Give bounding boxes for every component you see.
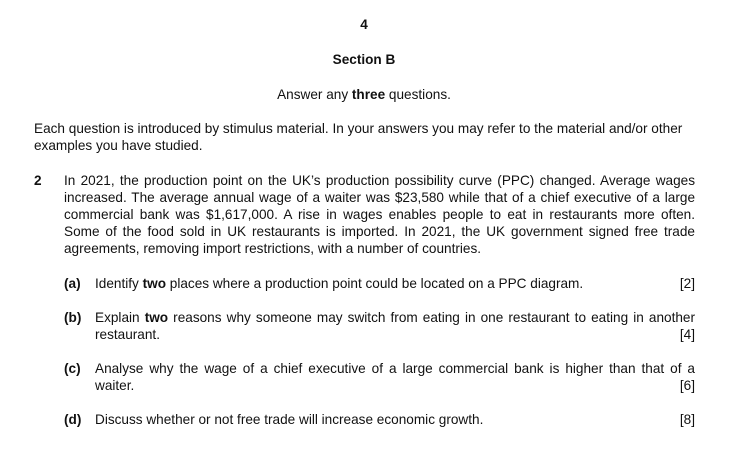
part-emphasis: two xyxy=(144,310,169,325)
marks-allocation: [6] xyxy=(679,378,695,393)
part-text xyxy=(95,411,695,428)
instruction-text-after: questions. xyxy=(385,87,451,102)
marks-allocation: [4] xyxy=(679,327,695,342)
question-part-a xyxy=(64,275,695,292)
part-text xyxy=(95,360,695,394)
part-text xyxy=(95,309,695,343)
marks-allocation: [2] xyxy=(679,276,695,291)
part-label: (a) xyxy=(64,276,81,291)
question-part-b xyxy=(64,309,695,343)
part-text-before: Discuss whether or not free trade will increase economic growth. xyxy=(95,412,484,427)
part-text xyxy=(95,275,695,292)
instruction-emphasis: three xyxy=(351,87,386,102)
question-part-d xyxy=(64,411,695,428)
part-text-before: Explain xyxy=(95,310,145,325)
intro-paragraph: Each question is introduced by stimulus material. In your answers you may refer to the material and/or other examples you have studied. xyxy=(34,121,683,153)
marks-allocation: [8] xyxy=(679,412,695,427)
question-part-c xyxy=(64,360,695,394)
section-title: Section B xyxy=(332,52,396,67)
part-text-after: places where a production point could be located on a PPC diagram. xyxy=(166,276,584,291)
part-text-before: Analyse why the wage of a chief executive of a large commercial bank is higher than that of a waiter. xyxy=(95,361,695,393)
instruction-text-before: Answer any xyxy=(277,87,352,102)
question-number: 2 xyxy=(34,173,42,188)
part-label: (c) xyxy=(64,361,81,376)
part-emphasis: two xyxy=(142,276,167,291)
part-label: (b) xyxy=(64,310,82,325)
part-text-after: reasons why someone may switch from eating in one restaurant to eating in another restaurant. xyxy=(95,310,695,342)
page-number: 4 xyxy=(360,17,368,32)
question-stimulus: In 2021, the production point on the UK’s production possibility curve (PPC) changed. Average wages increased. The average annual wage of a waiter was $23,580 while that of a chief executive of a large commercial bank was $1,617,000. A rise in wages enables people to eat in restaurants more often. Some of the food sold in UK restaurants is imported. In 2021, the UK government signed free trade agreements, removing import restrictions, with a number of countries. xyxy=(64,173,695,256)
section-instruction xyxy=(0,86,728,103)
part-label: (d) xyxy=(64,412,82,427)
part-text-before: Identify xyxy=(95,276,143,291)
